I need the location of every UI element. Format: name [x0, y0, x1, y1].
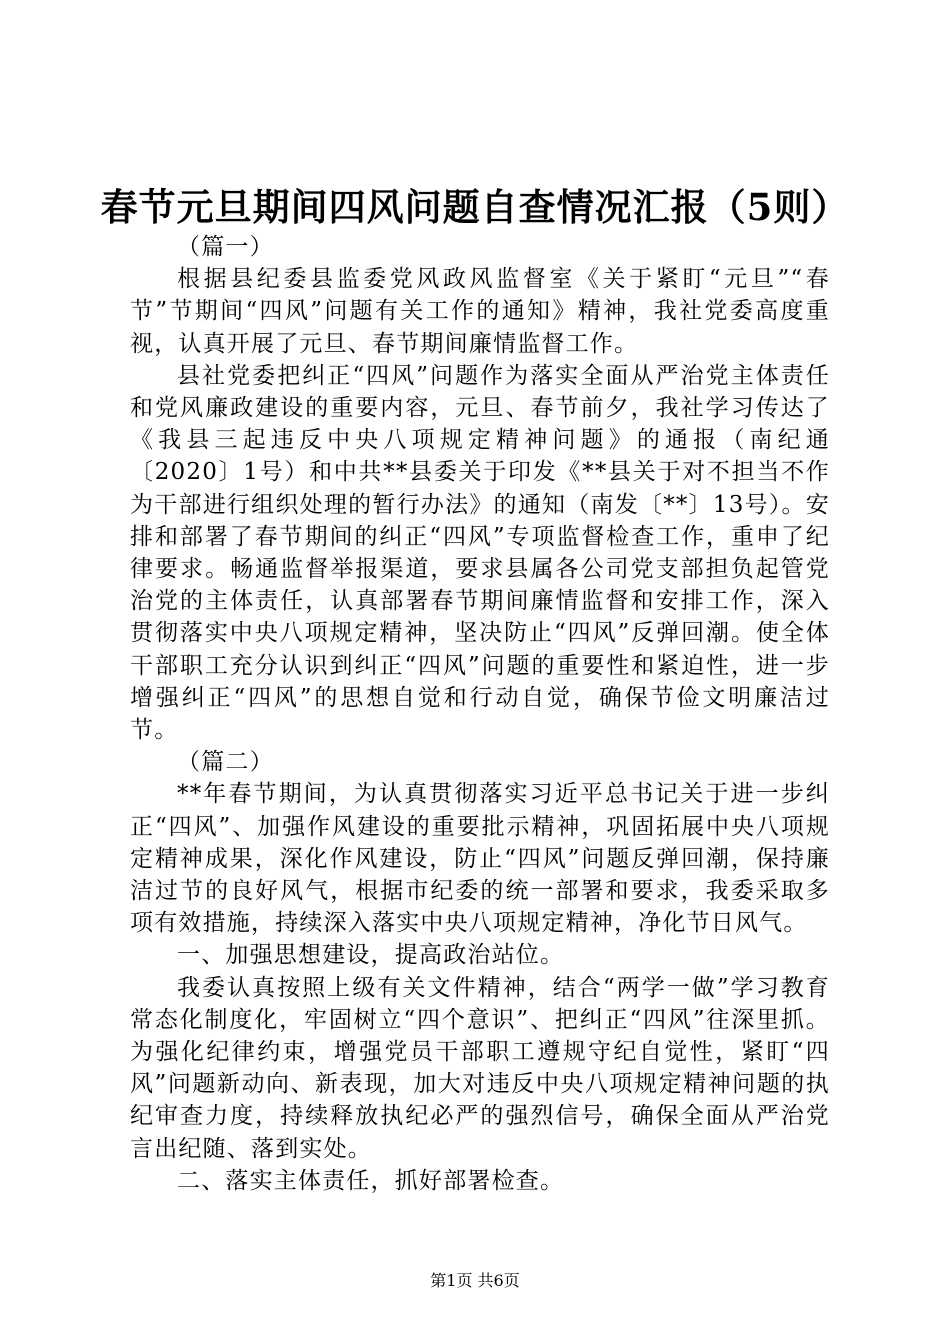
section-heading-2: （篇二）: [177, 749, 274, 776]
document-title: 春节元旦期间四风问题自查情况汇报（5则）: [100, 185, 850, 229]
paragraph-1: 根据县纪委县监委党风政风监督室《关于紧盯“元旦”“春节”节期间“四风”问题有关工作的通知》精神，我社党委高度重视，认真开展了元旦、春节期间廉情监督工作。: [130, 266, 830, 357]
subheading-1: 一、加强思想建设，提高政治站位。: [177, 942, 565, 969]
section-heading-1: （篇一）: [177, 234, 274, 260]
subheading-2: 二、落实主体责任，抓好部署检查。: [177, 1167, 565, 1194]
paragraph-3: **年春节期间，为认真贯彻落实习近平总书记关于进一步纠正“四风”、加强作风建设的重要批示精神，巩固拓展中央八项规定精神成果，深化作风建设，防止“四风”问题反弹回潮，保持廉洁过节的良好风气，根据市纪委的统一部署和要求，我委采取多项有效措施，持续深入落实中央八项规定精神，净化节日风气。: [130, 781, 830, 937]
document-body: [130, 231, 830, 1197]
paragraph-4: 我委认真按照上级有关文件精神，结合“两学一做”学习教育常态化制度化，牢固树立“四个意识”、把纠正“四风”往深里抓。为强化纪律约束，增强党员干部职工遵规守纪自觉性，紧盯“四风”问题新动向、新表现，加大对违反中央八项规定精神问题的执纪审查力度，持续释放执纪必严的强烈信号，确保全面从严治党言出纪随、落到实处。: [130, 974, 830, 1162]
paragraph-2: 县社党委把纠正“四风”问题作为落实全面从严治党主体责任和党风廉政建设的重要内容，元旦、春节前夕，我社学习传达了《我县三起违反中央八项规定精神问题》的通报（南纪通〔2020〕1号）和中共**县委关于印发《**县关于对不担当不作为干部进行组织处理的暂行办法》的通知（南发〔**〕13号）。安排和部署了春节期间的纠正“四风”专项监督检查工作，重申了纪律要求。畅通监督举报渠道，要求县属各公司党支部担负起管党治党的主体责任，认真部署春节期间廉情监督和安排工作，深入贯彻落实中央八项规定精神，坚决防止“四风”反弹回潮。使全体干部职工充分认识到纠正“四风”问题的重要性和紧迫性，进一步增强纠正“四风”的思想自觉和行动自觉，确保节俭文明廉洁过节。: [130, 362, 830, 744]
page-footer: 第1页 共6页: [430, 1271, 520, 1290]
